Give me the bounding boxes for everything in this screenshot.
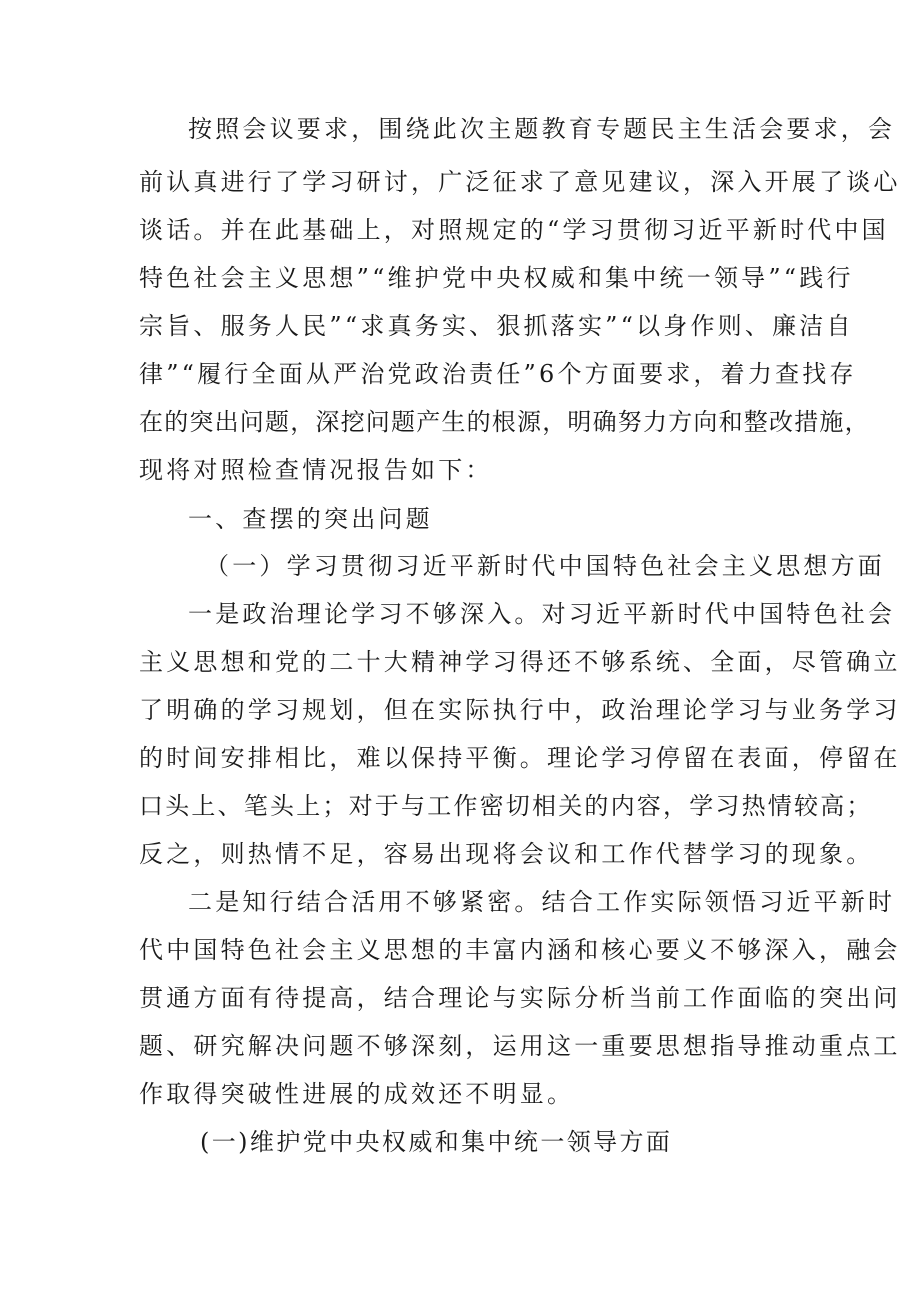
point-one-line-5: 口头上、笔头上；对于与工作密切相关的内容，学习热情较高； xyxy=(139,792,873,820)
intro-paragraph-line-1: 按照会议要求，围绕此次主题教育专题民主生活会要求，会 xyxy=(188,115,896,143)
subsection-heading-1: （一）学习贯彻习近平新时代中国特色社会主义思想方面 xyxy=(205,552,885,580)
point-two-line-5: 作取得突破性进展的成效还不明显。 xyxy=(139,1080,575,1108)
point-one-line-3: 了明确的学习规划，但在实际执行中，政治理论学习与业务学习 xyxy=(139,696,901,724)
point-one-line-1: 一是政治理论学习不够深入。对习近平新时代中国特色社会 xyxy=(188,600,896,628)
point-one-line-6: 反之，则热情不足，容易出现将会议和工作代替学习的现象。 xyxy=(139,840,874,868)
point-two-line-4: 题、研究解决问题不够深刻，运用这一重要思想指导推动重点工 xyxy=(139,1032,901,1060)
point-two-line-2: 代中国特色社会主义思想的丰富内涵和核心要义不够深入，融会 xyxy=(139,936,901,964)
point-two-line-3: 贯通方面有待提高，结合理论与实际分析当前工作面临的突出问 xyxy=(139,984,901,1012)
intro-paragraph-line-3: 谈话。并在此基础上，对照规定的“学习贯彻习近平新时代中国 xyxy=(139,216,889,244)
intro-paragraph-line-6: 律”“履行全面从严治党政治责任”6个方面要求，着力查找存 xyxy=(139,360,857,388)
subsection-heading-2: (一)维护党中央权威和集中统一领导方面 xyxy=(200,1128,673,1156)
section-heading: 一、查摆的突出问题 xyxy=(188,505,433,533)
point-two-line-1: 二是知行结合活用不够紧密。结合工作实际领悟习近平新时 xyxy=(188,888,896,916)
intro-paragraph-line-4: 特色社会主义思想”“维护党中央权威和集中统一领导”“践行 xyxy=(139,264,854,292)
point-one-line-2: 主义思想和党的二十大精神学习得还不够系统、全面，尽管确立 xyxy=(139,648,901,676)
intro-paragraph-line-5: 宗旨、服务人民”“求真务实、狠抓落实”“以身作则、廉洁自 xyxy=(139,312,854,340)
intro-paragraph-line-7: 在的突出问题，深挖问题产生的根源，明确努力方向和整改措施， xyxy=(139,408,870,436)
point-one-line-4: 的时间安排相比，难以保持平衡。理论学习停留在表面，停留在 xyxy=(139,744,901,772)
intro-paragraph-line-2: 前认真进行了学习研讨，广泛征求了意见建议，深入开展了谈心 xyxy=(139,168,901,196)
intro-paragraph-line-8: 现将对照检查情况报告如下： xyxy=(139,456,493,484)
